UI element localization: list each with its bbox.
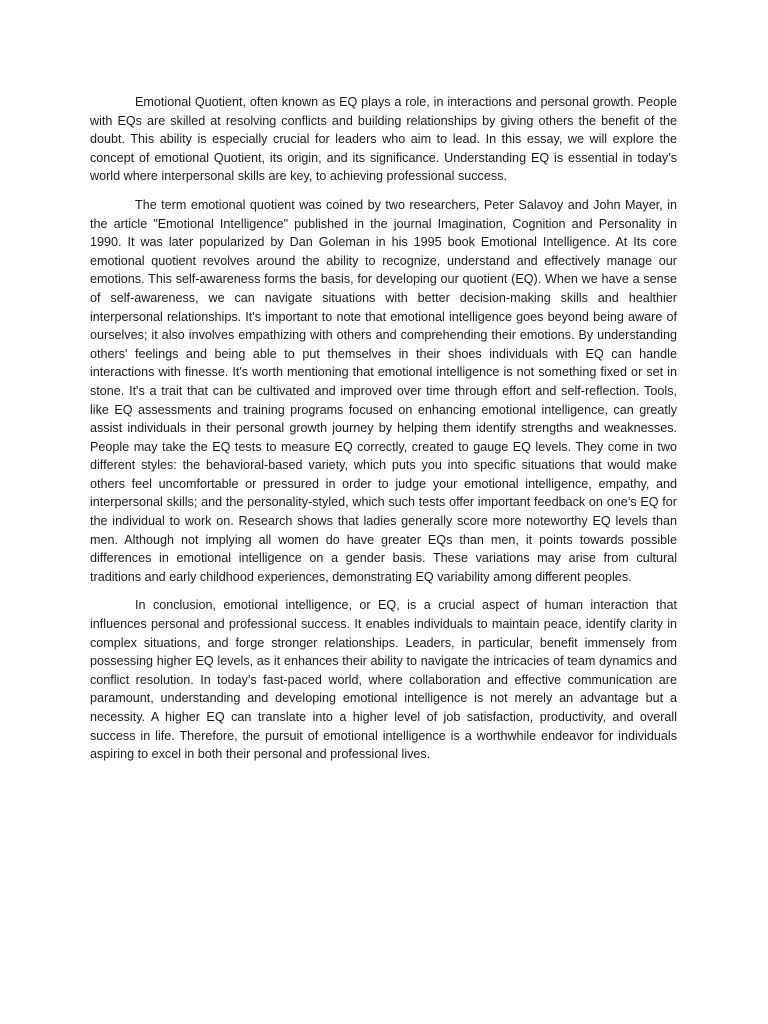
paragraph-introduction: Emotional Quotient, often known as EQ plays a role, in interactions and personal growth. People with EQs are skilled at resolving conflicts and building relationships by giving others the benefit of the doubt. This ability is especially crucial for leaders who aim to lead. In this essay, we will explore the concept of emotional Quotient, its origin, and its significance. Understanding EQ is essential in today’s world where interpersonal skills are key, to achieving professional success. [90,95,677,184]
paragraph-conclusion: In conclusion, emotional intelligence, or EQ, is a crucial aspect of human interaction that influences personal and professional success. It enables individuals to maintain peace, identify clarity in complex situations, and forge stronger relationships. Leaders, in particular, benefit immensely from possessing higher EQ levels, as it enhances their ability to navigate the intricacies of team dynamics and conflict resolution. In today's fast-paced world, where collaboration and effective communication are paramount, understanding and developing emotional intelligence is not merely an advantage but a necessity. A higher EQ can translate into a higher level of job satisfaction, productivity, and overall success in life. Therefore, the pursuit of emotional intelligence is a worthwhile endeavor for individuals aspiring to excel in both their personal and professional lives. [90,598,677,762]
document-body [90,93,677,774]
paragraph-origin-and-development: The term emotional quotient was coined by two researchers, Peter Salavoy and John Mayer, in the article "Emotional Intelligence" published in the journal Imagination, Cognition and Personality in 1990. It was later popularized by Dan Goleman in his 1995 book Emotional Intelligence. At Its core emotional quotient revolves around the ability to recognize, understand and effectively manage our emotions. This self-awareness forms the basis, for developing our quotient (EQ). When we have a sense of self-awareness, we can navigate situations with better decision-making skills and healthier interpersonal relationships. It's important to note that emotional intelligence goes beyond being aware of ourselves; it also involves empathizing with others and comprehending their emotions. By understanding others' feelings and being able to put themselves in their shoes individuals with EQ can handle interactions with finesse. It's worth mentioning that emotional intelligence is not something fixed or set in stone. It's a trait that can be cultivated and improved over time through effort and self-reflection. Tools, like EQ assessments and training programs focused on enhancing emotional intelligence, can greatly assist individuals in their personal growth journey by helping them identify strengths and weaknesses. People may take the EQ tests to measure EQ correctly, created to gauge EQ levels. They come in two different styles: the behavioral-based variety, which puts you into specific situations that would make others feel uncomfortable or pressured in order to judge your emotional intelligence, empathy, and interpersonal skills; and the personality-styled, which such tests offer important feedback on one’s EQ for the individual to work on. Research shows that ladies generally score more noteworthy EQ levels than men. Although not implying all women do have greater EQs than men, it points towards possible differences in emotional intelligence on a gender basis. These variations may arise from cultural traditions and early childhood experiences, demonstrating EQ variability among different peoples. [90,197,677,584]
